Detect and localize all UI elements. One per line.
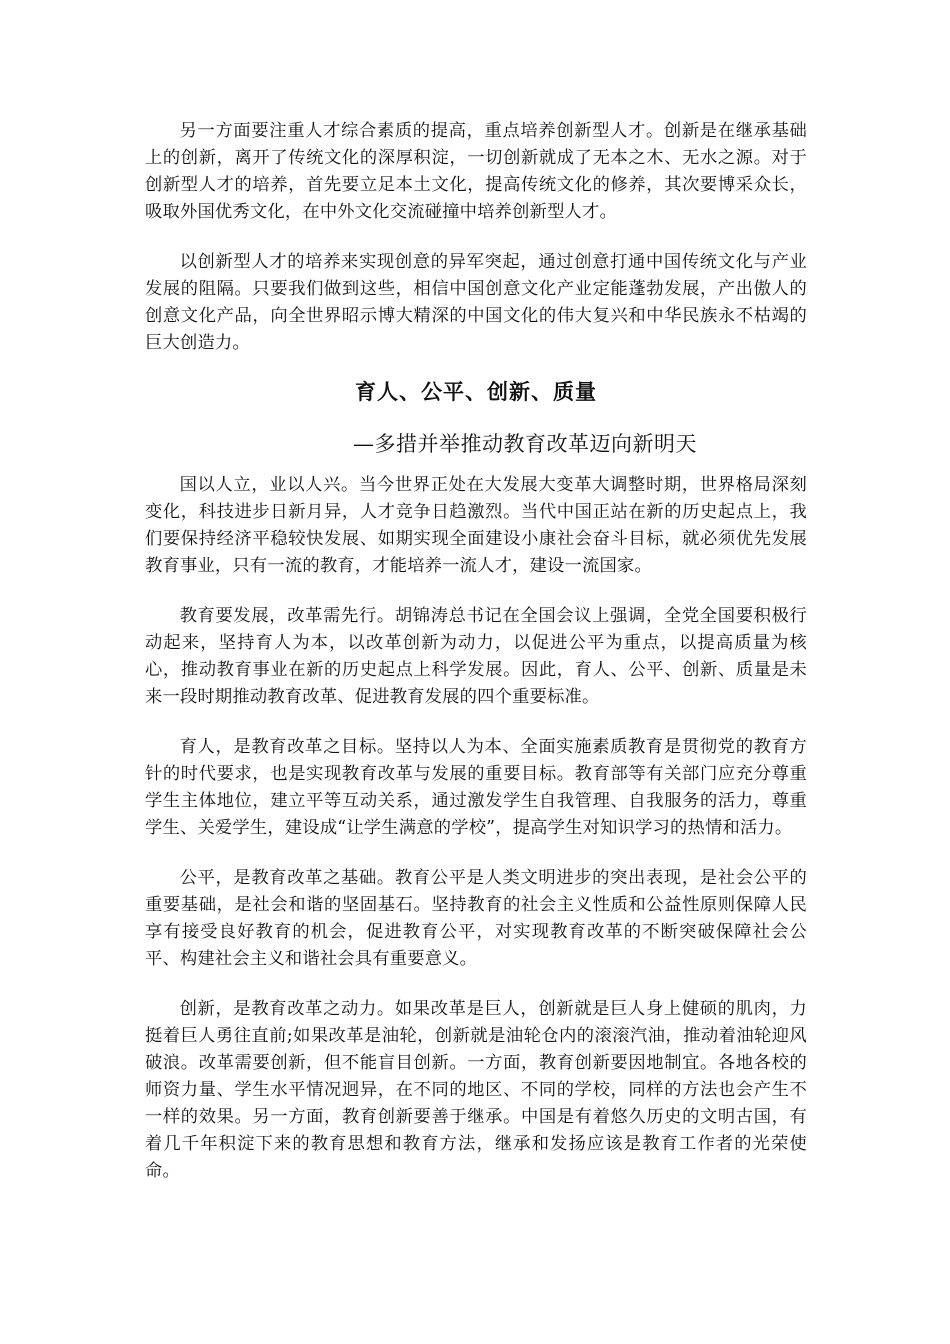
paragraph-innovation: 创新，是教育改革之动力。如果改革是巨人，创新就是巨人身上健硕的肌肉，力挺着巨人勇往直前;如果改革是油轮，创新就是油轮仓内的滚滚汽油，推动着油轮迎风破浪。改革需要创新，但不能盲目创新。一方面，教育创新要因地制宜。各地各校的师资力量、学生水平情况迥异，在不同的地区、不同的学校，同样的方法也会产生不一样的效果。另一方面，教育创新要善于继承。中国是有着悠久历史的文明古国，有着几千年积淀下来的教育思想和教育方法，继承和发扬应该是教育工作者的光荣使命。 xyxy=(145,999,807,1181)
paragraph-fairness: 公平，是教育改革之基础。教育公平是人类文明进步的突出表现，是社会公平的重要基础，是社会和谐的坚固基石。坚持教育的社会主义性质和公益性原则保障人民享有接受良好教育的机会，促进教育公平，对实现教育改革的不断突破保障社会公平、构建社会主义和谐社会具有重要意义。 xyxy=(145,868,807,969)
paragraph-talent-cultivation: 另一方面要注重人才综合素质的提高，重点培养创新型人才。创新是在继承基础上的创新，离开了传统文化的深厚积淀，一切创新就成了无本之木、无水之源。对于创新型人才的培养，首先要立足本土文化，提高传统文化的修养，其次要博采众长，吸取外国优秀文化，在中外文化交流碰撞中培养创新型人才。 xyxy=(145,121,807,222)
paragraph-creative-rise: 以创新型人才的培养来实现创意的异军突起，通过创意打通中国传统文化与产业发展的阻隔。只要我们做到这些，相信中国创意文化产业定能蓬勃发展，产出傲人的创意文化产品，向全世界昭示博大精深的中国文化的伟大复兴和中华民族永不枯竭的巨大创造力。 xyxy=(145,252,807,353)
paragraph-nurturing: 育人，是教育改革之目标。坚持以人为本、全面实施素质教育是贯彻党的教育方针的时代要求，也是实现教育改革与发展的重要目标。教育部等有关部门应充分尊重学生主体地位，建立平等互动关系，通过激发学生自我管理、自我服务的活力，尊重学生、关爱学生，建设成“让学生满意的学校”，提高学生对知识学习的热情和活力。 xyxy=(145,737,807,838)
article-subtitle: —多措并举推动教育改革迈向新明天 xyxy=(353,432,697,456)
paragraph-nation-talent: 国以人立，业以人兴。当今世界正处在大发展大变革大调整时期，世界格局深刻变化，科技进步日新月异，人才竞争日趋激烈。当代中国正站在新的历史起点上，我们要保持经济平稳较快发展、如期实现全面建设小康社会奋斗目标，就必须优先发展教育事业，只有一流的教育，才能培养一流人才，建设一流国家。 xyxy=(145,475,807,576)
article-title: 育人、公平、创新、质量 xyxy=(355,380,597,404)
paragraph-reform-first: 教育要发展，改革需先行。胡锦涛总书记在全国会议上强调，全党全国要积极行动起来，坚持育人为本，以改革创新为动力，以促进公平为重点，以提高质量为核心，推动教育事业在新的历史起点上科学发展。因此，育人、公平、创新、质量是未来一段时期推动教育改革、促进教育发展的四个重要标准。 xyxy=(145,606,807,707)
document-page xyxy=(145,118,807,1185)
